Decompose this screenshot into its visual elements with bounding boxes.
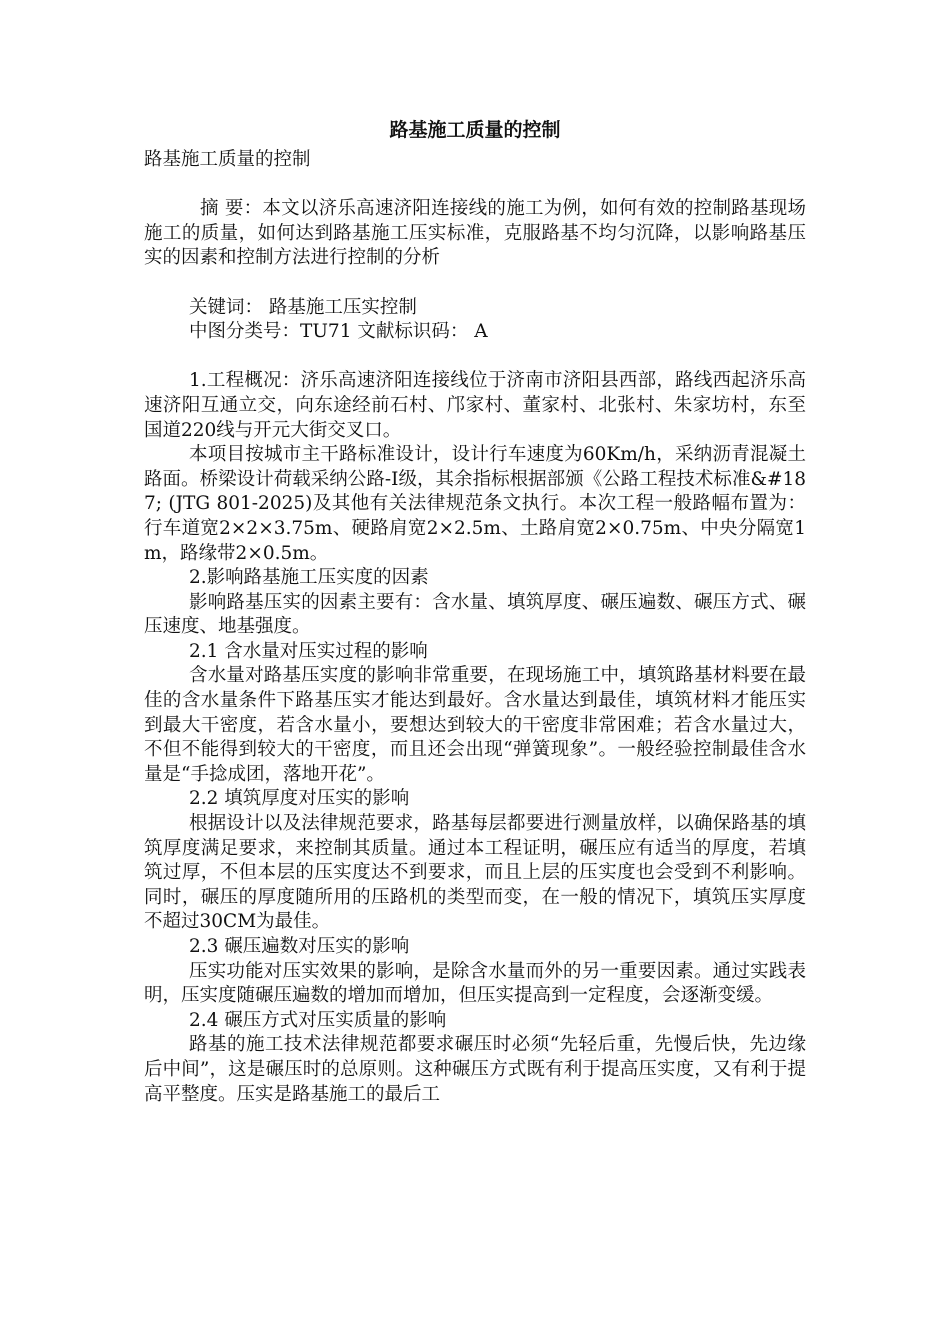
document-subtitle: 路基施工质量的控制	[144, 149, 311, 170]
section-overview-paragraph: 1.工程概况：济乐高速济阳连接线位于济南市济阳县西部，路线西起济乐高速济阳互通立交，向东途经前石村、邝家村、董家村、北张村、朱家坊村，东至国道220线与开元大街交叉口。	[144, 370, 806, 441]
blank-line	[144, 345, 806, 370]
keywords-line: 关键词： 路基施工压实控制	[189, 296, 417, 318]
document-title: 路基施工质量的控制	[389, 119, 561, 141]
moisture-paragraph: 含水量对路基压实度的影响非常重要，在现场施工中，填筑路基材料要在最佳的含水量条件下路基压实才能达到最好。含水量达到最佳，填筑材料才能压实到最大干密度，若含水量小，要想达到较大的干密度非常困难；若含水量过大，不但不能得到较大的干密度，而且还会出现“弹簧现象”。一般经验控制最佳含水量是“手捻成团，落地开花”。	[144, 665, 806, 785]
blank-line	[144, 173, 806, 198]
subsection-heading-thickness: 2.2 填筑厚度对压实的影响	[189, 788, 410, 810]
method-paragraph: 路基的施工技术法律规范都要求碾压时必须“先轻后重，先慢后快，先边缘后中间”，这是碾压时的总原则。这种碾压方式既有利于提高压实度，又有利于提高平整度。压实是路基施工的最后工	[144, 1034, 806, 1105]
blank-line	[144, 271, 806, 296]
subsection-heading-passes: 2.3 碾压遍数对压实的影响	[189, 936, 410, 957]
document-page	[144, 118, 806, 1107]
subsection-heading-moisture: 2.1 含水量对压实过程的影响	[189, 640, 428, 662]
project-standard-paragraph: 本项目按城市主干路标准设计，设计行车速度为60Km/h，采纳沥青混凝土路面。桥梁设计荷载采纳公路-I级，其余指标根据部颁《公路工程技术标准&#187; (JTG 801-2025)及其他有关法律规范条文执行。本次工程一般路幅布置为：行车道宽2×2×3.75m、硬路肩宽2×2.5m、土路肩宽2×0.75m、中央分隔宽1m，路缘带2×0.5m。	[144, 444, 806, 564]
thickness-paragraph: 根据设计以及法律规范要求，路基每层都要进行测量放样，以确保路基的填筑厚度满足要求，来控制其质量。通过本工程证明，碾压应有适当的厚度，若填筑过厚，不但本层的压实度达不到要求，而且上层的压实度也会受到不利影响。同时，碾压的厚度随所用的压路机的类型而变，在一般的情况下，填筑压实厚度不超过30CM为最佳。	[144, 813, 806, 933]
subsection-heading-method: 2.4 碾压方式对压实质量的影响	[189, 1009, 447, 1031]
passes-paragraph: 压实功能对压实效果的影响，是除含水量而外的另一重要因素。通过实践表明，压实度随碾压遍数的增加而增加，但压实提高到一定程度，会逐渐变缓。	[144, 960, 806, 1007]
classification-line: 中图分类号：TU71 文献标识码： A	[189, 321, 488, 343]
section-heading-factors: 2.影响路基施工压实度的因素	[189, 567, 429, 589]
abstract-paragraph: 摘 要：本文以济乐高速济阳连接线的施工为例，如何有效的控制路基现场施工的质量，如何达到路基施工压实标准，克服路基不均匀沉降，以影响路基压实的因素和控制方法进行控制的分析	[144, 198, 806, 269]
factors-paragraph: 影响路基压实的因素主要有：含水量、填筑厚度、碾压遍数、碾压方式、碾压速度、地基强度。	[144, 591, 806, 638]
